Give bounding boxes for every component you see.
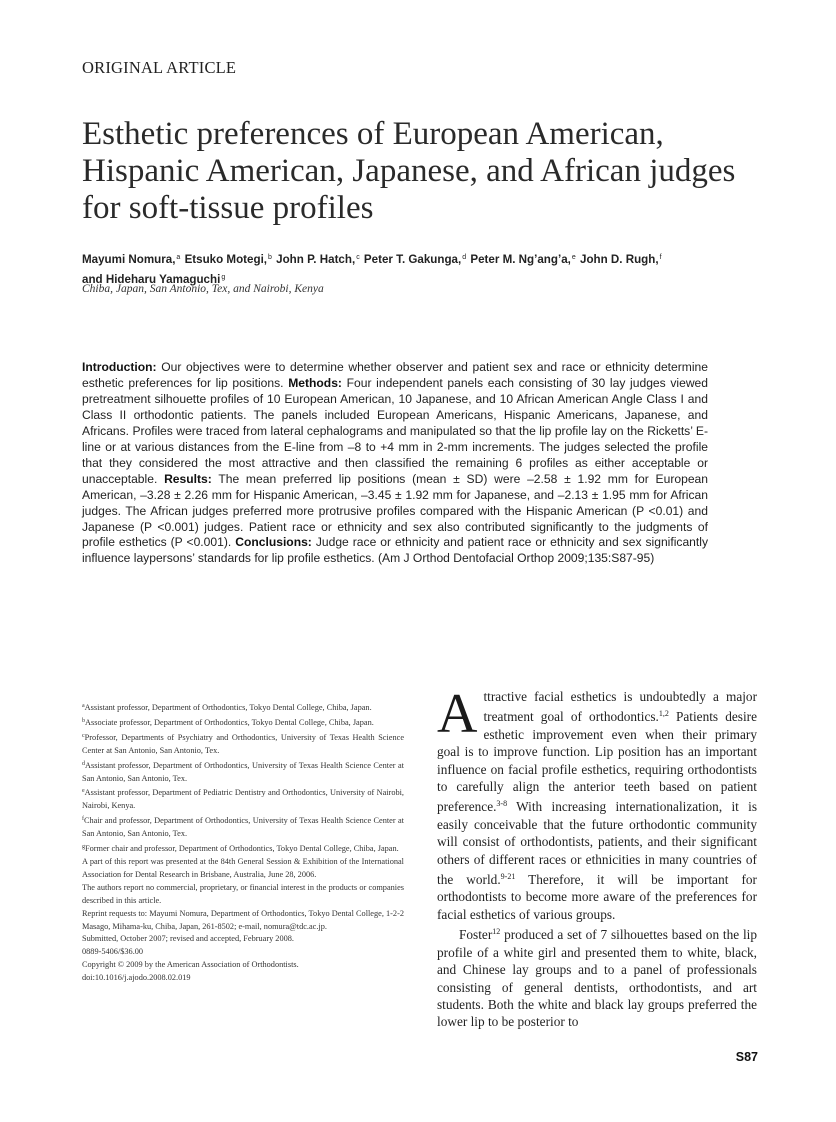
footnote: [82, 715, 404, 730]
footnote: [82, 700, 404, 715]
article-title: Esthetic preferences of European American, Hispanic American, Japanese, and African judges for soft-tissue profiles: [82, 116, 736, 226]
body-paragraph: [437, 683, 757, 923]
body-text-run: With increasing internationalization, it is easily conceivable that the future orthodontic community will consist of orthodontists, patients, and their significant others of different races or ethnicities in many countries of the world.: [437, 799, 757, 888]
author-name: Peter M. Ng’ang’a,: [470, 253, 571, 266]
abstract-methods-label: Methods:: [288, 375, 342, 390]
author-mark: c: [356, 254, 360, 261]
footnote-mark: f: [82, 816, 84, 823]
author-mark: a: [176, 254, 181, 261]
author-mark: b: [268, 254, 272, 261]
abstract: [82, 360, 708, 567]
citation: 9-21: [500, 872, 516, 882]
footnote: A part of this report was presented at the 84th General Session & Exhibition of the International Association for Dental Research in Brisbane, Australia, June 28, 2006.: [82, 856, 404, 879]
footnote-text: Assistant professor, Department of Orthodontics, Tokyo Dental College, Chiba, Japan.: [84, 703, 372, 712]
footnotes: [82, 700, 404, 985]
author-mark: e: [571, 254, 576, 261]
body-paragraph: [437, 923, 757, 1030]
abstract-methods-text: Four independent panels each consisting of 30 lay judges viewed pretreatment silhouette profiles of 10 European American, 10 Japanese, and 10 African American Angle Class I and Class II orthodontic patients. The panels included European Americans, Hispanic Americans, Japanese, and Africans. Profiles were traced from lateral cephalograms and manipulated so that the lip profile lay on the Ricketts’ E-line or at various distances from the E-line from –8 to +4 mm in 2-mm increments. The judges selected the profile that they considered the most attractive and then classified the remaining 6 profiles as either acceptable or unacceptable.: [82, 375, 709, 486]
footnote: doi:10.1016/j.ajodo.2008.02.019: [82, 973, 191, 983]
footnote-mark: d: [82, 760, 85, 767]
footnote-text: Chair and professor, Department of Orthodontics, University of Texas Health Science Center at San Antonio, San Antonio, Tex.: [82, 816, 404, 839]
author-name: Etsuko Motegi,: [184, 253, 268, 266]
body-text-run: Foster: [459, 927, 493, 943]
footnote: Copyright © 2009 by the American Association of Orthodontists.: [82, 960, 299, 970]
footnote-mark: c: [82, 732, 85, 739]
abstract-conclusions-label: Conclusions:: [235, 535, 312, 550]
footnote: Submitted, October 2007; revised and accepted, February 2008.: [82, 934, 294, 944]
footnote: [82, 730, 404, 758]
footnote-text: Assistant professor, Department of Pediatric Dentistry and Orthodontics, University of Nairobi, Nairobi, Kenya.: [82, 788, 404, 811]
footnote: [82, 841, 404, 856]
abstract-intro-label: Introduction:: [82, 360, 157, 374]
abstract-intro-text: Our objectives were to determine whether observer and patient sex and race or ethnicity determine esthetic preferences for lip positions.: [82, 360, 708, 390]
footnote-mark: g: [82, 844, 85, 851]
footnote-text: Former chair and professor, Department of Orthodontics, Tokyo Dental College, Chiba, Japan.: [85, 844, 399, 854]
citation: 3-8: [496, 799, 508, 809]
footnote-mark: b: [82, 717, 85, 724]
citation: 12: [492, 927, 501, 937]
section-label: ORIGINAL ARTICLE: [82, 58, 237, 77]
body-text-run: Patients desire esthetic improvement even when their primary goal is to improve function. Lip position has an important influence on facial profile esthetics, requiring orthodontists to carefully align the anterior teeth based on patient preference.: [437, 709, 757, 815]
footnote: 0889-5406/$36.00: [82, 947, 144, 957]
body-text-run: produced a set of 7 silhouettes based on the lip profile of a white girl and presented them to white, black, and Chinese lay groups and to a panel of professionals consisting of general dentists, orthodontists, and art students. Both the white and black lay groups preferred the lower lip to be posterior to: [437, 927, 757, 1030]
author-mark: g: [221, 273, 226, 281]
footnote-text: Professor, Departments of Psychiatry and Orthodontics, University of Texas Health Science Center at San Antonio, San Antonio, Tex.: [82, 732, 404, 755]
footnote-text: Assistant professor, Department of Orthodontics, University of Texas Health Science Center at San Antonio, San Antonio, Tex.: [82, 760, 404, 783]
footnote: The authors report no commercial, proprietary, or financial interest in the products or companies described in this article.: [82, 882, 404, 905]
abstract-results-text: The mean preferred lip positions (mean ± SD) were –2.58 ± 1.92 mm for European American, –3.28 ± 2.26 mm for Hispanic American, –3.45 ± 1.92 mm for Japanese, and –2.13 ± 1.95 mm for African judges. The African judges preferred more protrusive profiles compared with the Hispanic American (P <0.01) and Japanese (P <0.001) judges. Patient race or ethnicity and sex also contributed significantly to the judgments of profile esthetics (P <0.001).: [82, 471, 708, 550]
author-name: John D. Rugh,: [580, 253, 659, 266]
author-mark: f: [659, 254, 662, 261]
footnote-mark: e: [82, 788, 85, 795]
author-mark: d: [462, 254, 467, 261]
footnote: Reprint requests to: Mayumi Nomura, Department of Orthodontics, Tokyo Dental College, 1-2-2 Masago, Mihama-ku, Chiba, Japan, 261-8502; e-mail, nomura@tdc.ac.jp.: [82, 908, 404, 931]
footnote: [82, 785, 404, 813]
author-name: John P. Hatch,: [276, 253, 356, 266]
footnote: [82, 758, 404, 786]
body-text-run: Therefore, it will be important for orthodontists to become more aware of the preferences for facial esthetics of various groups.: [437, 872, 757, 922]
citation: 1,2: [658, 709, 669, 719]
abstract-results-label: Results:: [164, 471, 212, 486]
drop-cap: A: [437, 683, 478, 745]
footnote-text: Associate professor, Department of Orthodontics, Tokyo Dental College, Chiba, Japan.: [85, 717, 374, 727]
footnote: [82, 813, 404, 841]
author-name: Mayumi Nomura,: [82, 253, 176, 266]
body-text-run: ttractive facial esthetics is undoubtedly a major treatment goal of orthodontics.: [483, 689, 757, 725]
author-name: and Hideharu Yamaguchi: [82, 272, 221, 286]
footnote-mark: a: [82, 703, 85, 709]
page-number: S87: [735, 1050, 758, 1064]
author-name: Peter T. Gakunga,: [363, 253, 462, 266]
affiliation: Chiba, Japan, San Antonio, Tex, and Nairobi, Kenya: [82, 283, 324, 295]
abstract-conclusions-text: Judge race or ethnicity and patient race or ethnicity and sex significantly influence laypersons’ standards for lip profile esthetics. (Am J Orthod Dentofacial Orthop 2009;135:S87-95): [82, 535, 708, 566]
body-text: [437, 683, 757, 1031]
